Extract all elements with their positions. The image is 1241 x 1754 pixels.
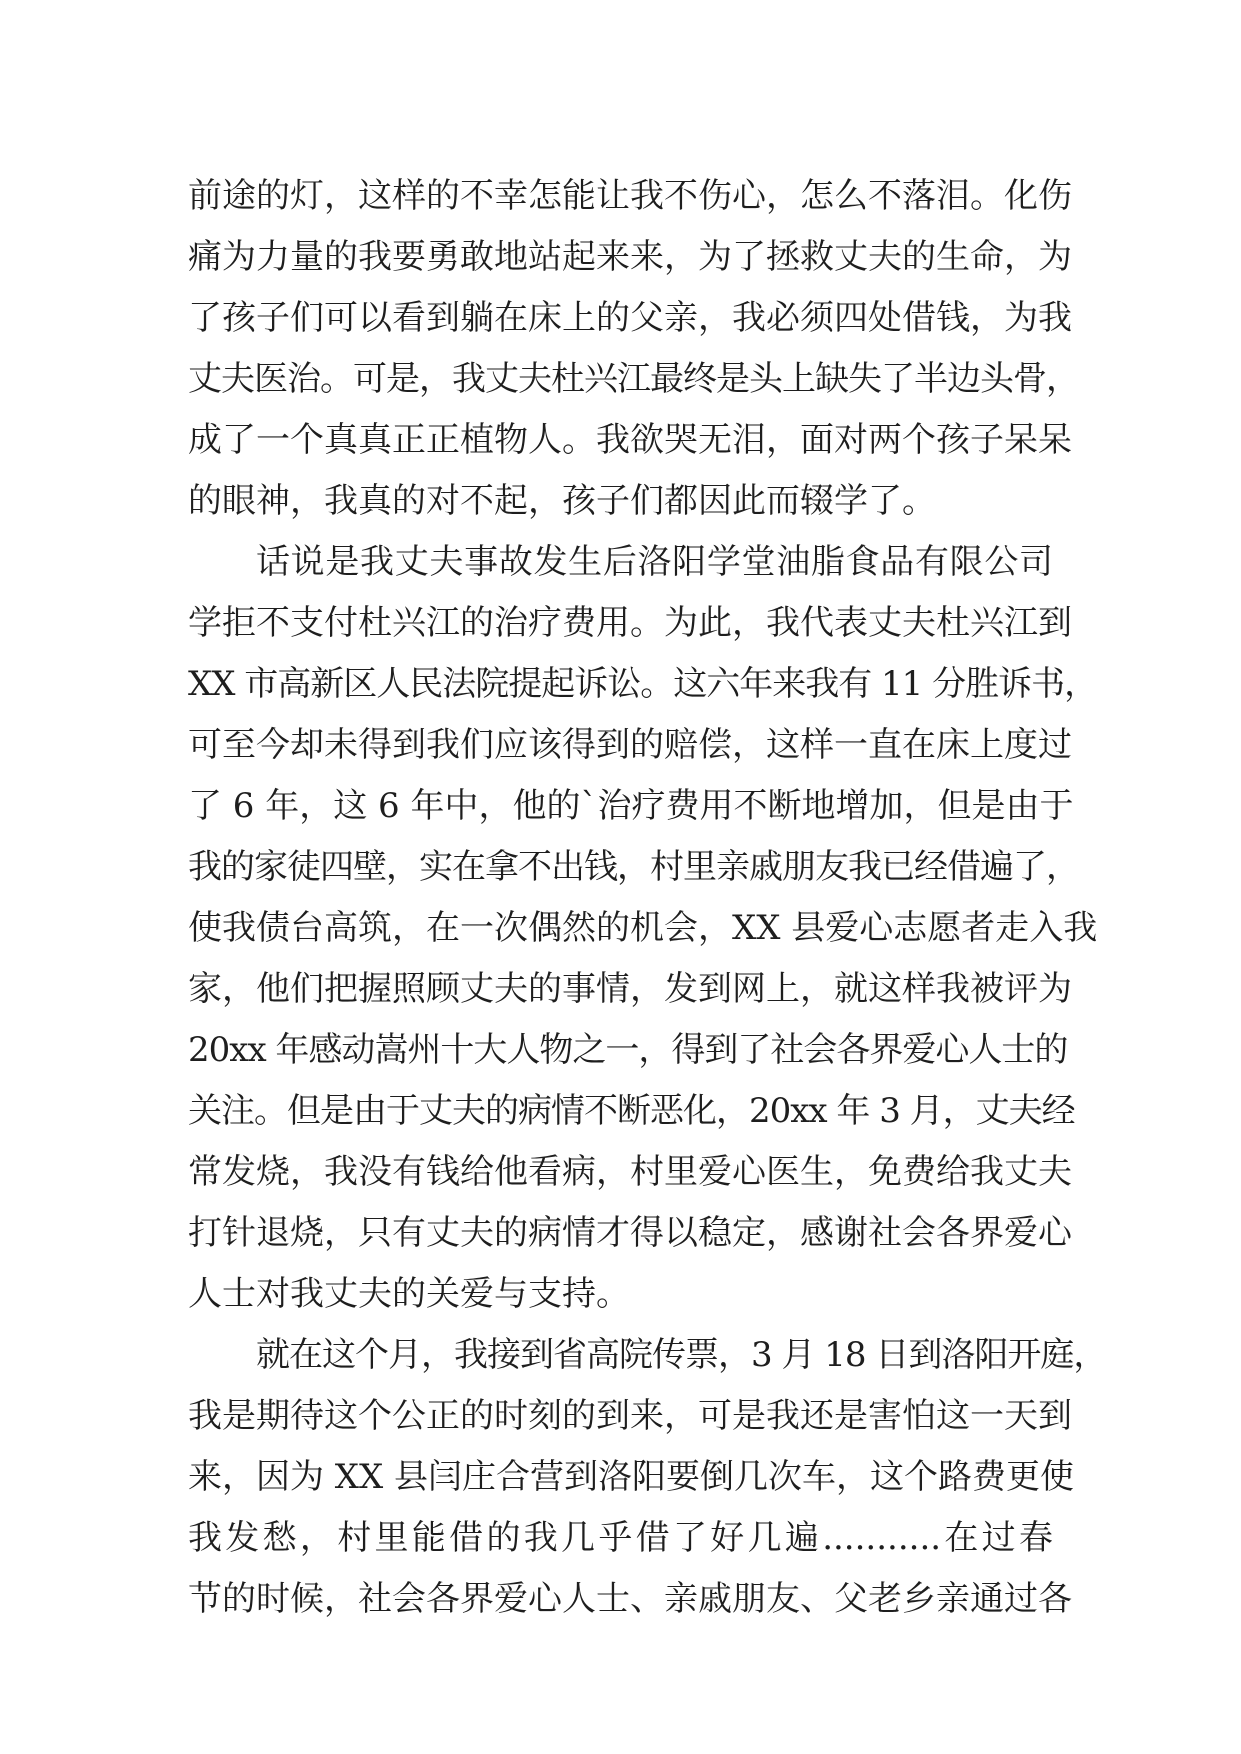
text-line: 关注。但是由于丈夫的病情不断恶化，20xx 年 3 月，丈夫经 <box>188 1091 1075 1131</box>
text-line: XX 市高新区人民法院提起诉讼。这六年来我有 11 分胜诉书， <box>188 664 1098 704</box>
text-line: 丈夫医治。可是，我丈夫杜兴江最终是头上缺失了半边头骨， <box>188 359 1079 399</box>
text-line: 痛为力量的我要勇敢地站起来来，为了拯救丈夫的生命，为 <box>188 237 1072 277</box>
text-line: 前途的灯，这样的不幸怎能让我不伤心，怎么不落泪。化伤 <box>188 176 1072 216</box>
paragraph-first-line: 话说是我丈夫事故发生后洛阳学堂油脂食品有限公司 <box>256 542 1053 582</box>
text-line: 我的家徒四壁，实在拿不出钱，村里亲戚朋友我已经借遍了， <box>188 847 1079 887</box>
text-line: 节的时候，社会各界爱心人士、亲戚朋友、父老乡亲通过各 <box>188 1579 1072 1619</box>
text-line: 打针退烧，只有丈夫的病情才得以稳定，感谢社会各界爱心 <box>188 1213 1072 1253</box>
text-line: 常发烧，我没有钱给他看病，村里爱心医生，免费给我丈夫 <box>188 1152 1072 1192</box>
text-line: 使我债台高筑，在一次偶然的机会，XX 县爱心志愿者走入我 <box>188 908 1098 948</box>
text-line: 我是期待这个公正的时刻的到来，可是我还是害怕这一天到 <box>188 1396 1072 1436</box>
text-line: 家，他们把握照顾丈夫的事情，发到网上，就这样我被评为 <box>188 969 1072 1009</box>
paragraph-first-line: 就在这个月，我接到省高院传票，3 月 18 日到洛阳开庭， <box>256 1335 1107 1375</box>
text-line: 了孩子们可以看到躺在床上的父亲，我必须四处借钱，为我 <box>188 298 1072 338</box>
text-line: 的眼神，我真的对不起，孩子们都因此而辍学了。 <box>188 481 936 521</box>
text-line: 来，因为 XX 县闫庄合营到洛阳要倒几次车，这个路费更使 <box>188 1457 1075 1497</box>
text-line: 20xx 年感动嵩州十大人物之一，得到了社会各界爱心人士的 <box>188 1030 1068 1070</box>
document-body <box>188 166 1107 1630</box>
text-line: 人士对我丈夫的关爱与支持。 <box>188 1274 630 1314</box>
text-line: 学拒不支付杜兴江的治疗费用。为此，我代表丈夫杜兴江到 <box>188 603 1072 643</box>
text-line: 我发愁，村里能借的我几乎借了好几遍...........在过春 <box>188 1518 1053 1558</box>
text-line: 成了一个真真正正植物人。我欲哭无泪，面对两个孩子呆呆 <box>188 420 1072 460</box>
text-line: 可至今却未得到我们应该得到的赔偿，这样一直在床上度过 <box>188 725 1072 765</box>
text-line: 了 6 年，这 6 年中，他的`治疗费用不断地增加，但是由于 <box>188 786 1074 826</box>
